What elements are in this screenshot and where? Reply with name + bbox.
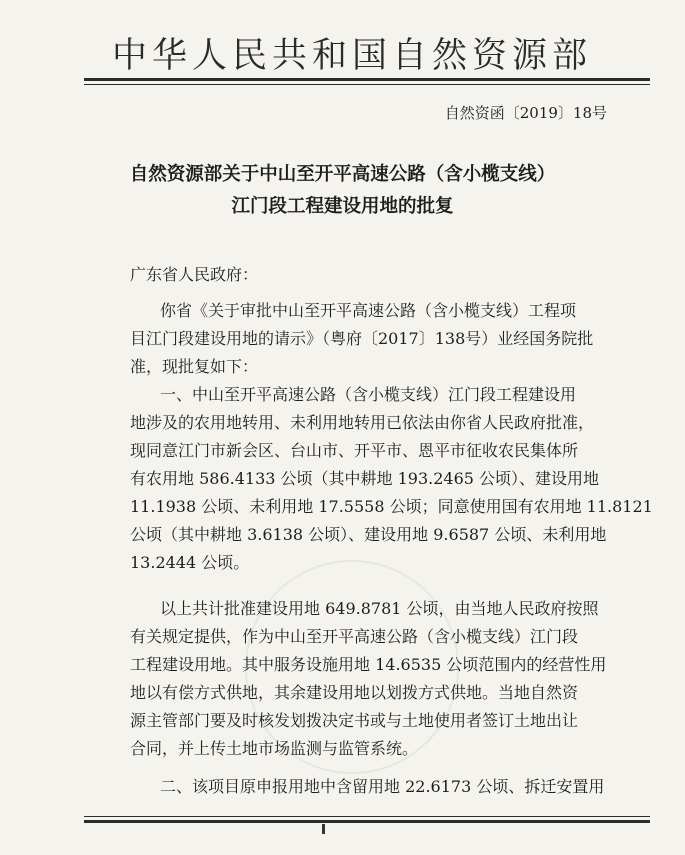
document-number: 自然资函〔2019〕18号: [444, 104, 607, 122]
header-rule-thin: [84, 84, 650, 85]
body-line: 准，现批复如下：: [130, 357, 259, 376]
body-line: 有农用地 586.4133 公顷（其中耕地 193.2465 公顷）、建设用地: [130, 469, 600, 488]
body-line: 公顷（其中耕地 3.6138 公顷）、建设用地 9.6587 公顷、未利用地: [130, 525, 607, 544]
header-rule-thick: [84, 78, 650, 81]
body-line: 地涉及的农用地转用、未利用地转用已依法由你省人民政府批准，: [130, 413, 595, 432]
body-line: 有关规定提供，作为中山至开平高速公路（含小榄支线）江门段: [130, 627, 579, 646]
body-line: 以上共计批准建设用地 649.8781 公顷，由当地人民政府按照: [160, 599, 599, 618]
body-line: 工程建设用地。其中服务设施用地 14.6535 公顷范围内的经营性用: [130, 655, 607, 674]
body-line: 合同，并上传土地市场监测与监管系统。: [130, 739, 419, 758]
document-title-line-2: 江门段工程建设用地的批复: [231, 196, 454, 217]
issuing-authority-header: 中华人民共和国自然资源部: [112, 36, 593, 76]
body-line: 二、该项目原申报用地中含留用地 22.6173 公顷、拆迁安置用: [160, 777, 605, 796]
body-line: 源主管部门要及时核发划拨决定书或与土地使用者签订土地出让: [130, 711, 579, 730]
body-line: 一、中山至开平高速公路（含小榄支线）江门段工程建设用: [160, 385, 577, 404]
binding-mark: [322, 824, 325, 834]
footer-rule-thin: [84, 816, 650, 817]
body-line: 你省《关于审批中山至开平高速公路（含小榄支线）工程项: [160, 301, 577, 320]
body-line: 13.2444 公顷。: [130, 553, 250, 572]
salutation: 广东省人民政府：: [130, 265, 259, 284]
body-line: 现同意江门市新会区、台山市、开平市、恩平市征收农民集体所: [130, 441, 579, 460]
body-line: 11.1938 公顷、未利用地 17.5558 公顷；同意使用国有农用地 11.8121: [130, 497, 653, 516]
document-title-line-1: 自然资源部关于中山至开平高速公路（含小榄支线）: [129, 164, 556, 185]
body-line: 地以有偿方式供地，其余建设用地以划拨方式供地。当地自然资: [130, 683, 579, 702]
footer-rule-thick: [84, 820, 650, 823]
body-line: 目江门段建设用地的请示》（粤府〔2017〕138号）业经国务院批: [130, 329, 594, 348]
